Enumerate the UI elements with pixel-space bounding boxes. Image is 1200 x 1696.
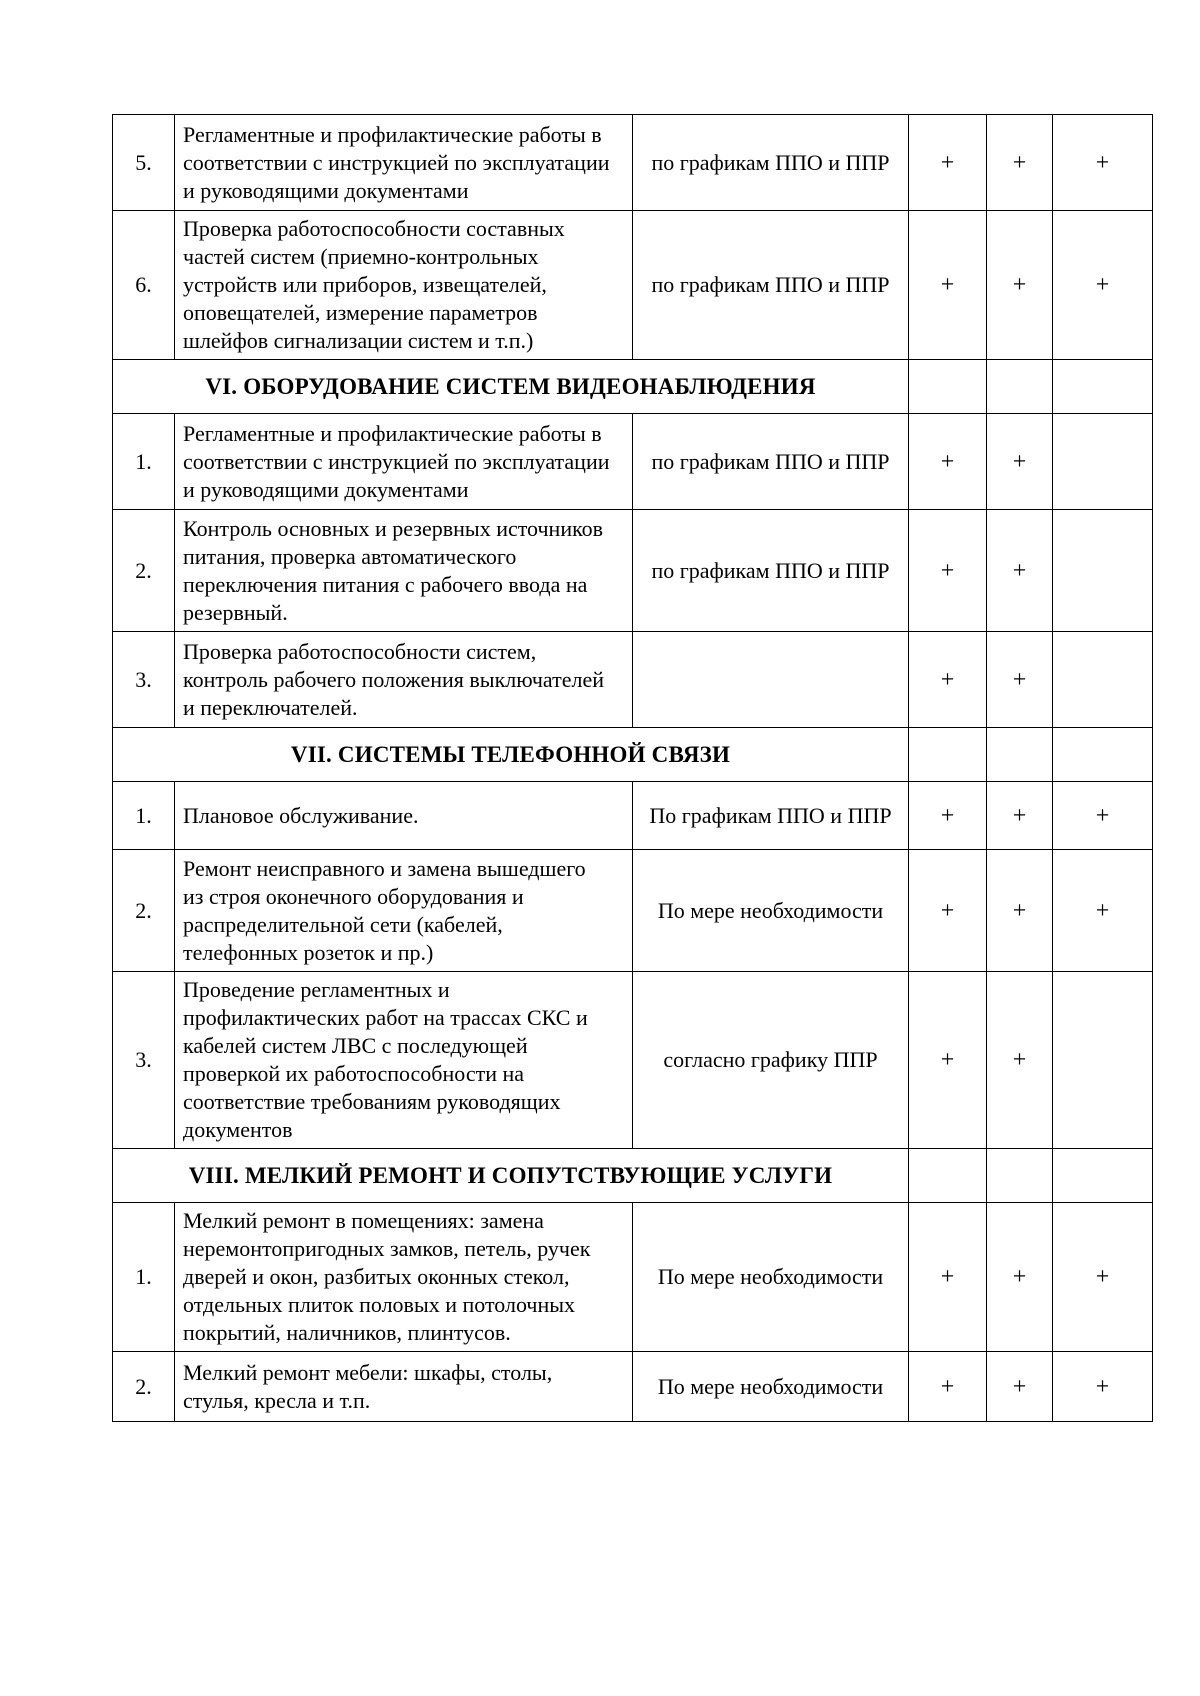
- mark-cell-2: +: [987, 510, 1053, 632]
- description-line: устройств или приборов, извещателей,: [183, 272, 547, 297]
- table-row: [113, 510, 1153, 632]
- description-line: соответствие требованиям руководящих: [183, 1089, 561, 1114]
- table-row: [113, 1203, 1153, 1352]
- mark-cell-2: +: [987, 972, 1053, 1149]
- description-line: проверкой их работоспособности на: [183, 1061, 525, 1086]
- table-row: [113, 972, 1153, 1149]
- maintenance-schedule-table: [112, 114, 1153, 1422]
- row-number: 3.: [113, 632, 175, 728]
- description-line: документов: [183, 1117, 293, 1142]
- periodicity: По мере необходимости: [633, 850, 909, 972]
- description-line: из строя оконечного оборудования и: [183, 883, 524, 909]
- section-mark-cell: [987, 360, 1053, 414]
- mark-cell-3: +: [1053, 115, 1153, 211]
- row-number: 2.: [113, 850, 175, 972]
- table-row: [113, 414, 1153, 510]
- section-mark-cell: [909, 360, 987, 414]
- work-description: [175, 1203, 633, 1352]
- section-mark-cell: [1053, 728, 1153, 782]
- section-header-row: [113, 360, 1153, 414]
- row-number: 1.: [113, 1203, 175, 1352]
- mark-cell-3: [1053, 414, 1153, 510]
- periodicity: по графикам ППО и ППР: [633, 510, 909, 632]
- description-line: стулья, кресла и т.п.: [183, 1387, 371, 1413]
- description-line: Проведение регламентных и: [183, 977, 450, 1002]
- section-mark-cell: [987, 1149, 1053, 1203]
- description-line: отдельных плиток половых и потолочных: [183, 1292, 576, 1317]
- table-row: [113, 1352, 1153, 1422]
- table-row: [113, 782, 1153, 850]
- work-description: [175, 782, 633, 850]
- periodicity: по графикам ППО и ППР: [633, 211, 909, 360]
- description-line: шлейфов сигнализации систем и т.п.): [183, 328, 534, 353]
- row-number: 1.: [113, 414, 175, 510]
- description-line: Плановое обслуживание.: [183, 802, 419, 828]
- section-title: VIII. МЕЛКИЙ РЕМОНТ И СОПУТСТВУЮЩИЕ УСЛУГИ: [113, 1149, 909, 1203]
- description-line: покрытий, наличников, плинтусов.: [183, 1320, 511, 1345]
- description-line: оповещателей, измерение параметров: [183, 300, 538, 325]
- description-line: Регламентные и профилактические работы в: [183, 420, 602, 446]
- row-number: 6.: [113, 211, 175, 360]
- row-number: 2.: [113, 510, 175, 632]
- section-header-row: [113, 1149, 1153, 1203]
- description-line: распределительной сети (кабелей,: [183, 911, 503, 937]
- description-line: Регламентные и профилактические работы в: [183, 121, 602, 147]
- mark-cell-2: +: [987, 414, 1053, 510]
- description-line: частей систем (приемно-контрольных: [183, 244, 539, 269]
- description-line: Ремонт неисправного и замена вышедшего: [183, 855, 586, 881]
- description-line: неремонтопригодных замков, петель, ручек: [183, 1236, 591, 1261]
- mark-cell-1: +: [909, 972, 987, 1149]
- row-number: 5.: [113, 115, 175, 211]
- work-description: [175, 510, 633, 632]
- section-mark-cell: [909, 1149, 987, 1203]
- description-line: питания, проверка автоматического: [183, 543, 517, 569]
- description-line: и руководящими документами: [183, 177, 469, 203]
- description-line: и руководящими документами: [183, 476, 469, 502]
- description-line: дверей и окон, разбитых оконных стекол,: [183, 1264, 570, 1289]
- mark-cell-1: +: [909, 1203, 987, 1352]
- description-line: и переключателей.: [183, 694, 358, 720]
- mark-cell-1: +: [909, 211, 987, 360]
- mark-cell-3: [1053, 632, 1153, 728]
- mark-cell-1: +: [909, 1352, 987, 1422]
- work-description: [175, 211, 633, 360]
- table-row: [113, 115, 1153, 211]
- mark-cell-3: [1053, 510, 1153, 632]
- periodicity: По графикам ППО и ППР: [633, 782, 909, 850]
- mark-cell-2: +: [987, 211, 1053, 360]
- periodicity: по графикам ППО и ППР: [633, 414, 909, 510]
- description-line: кабелей систем ЛВС с последующей: [183, 1033, 528, 1058]
- section-mark-cell: [1053, 1149, 1153, 1203]
- mark-cell-3: +: [1053, 211, 1153, 360]
- description-line: Проверка работоспособности составных: [183, 216, 565, 241]
- mark-cell-1: +: [909, 850, 987, 972]
- section-mark-cell: [909, 728, 987, 782]
- section-title: VII. СИСТЕМЫ ТЕЛЕФОННОЙ СВЯЗИ: [113, 728, 909, 782]
- mark-cell-2: +: [987, 850, 1053, 972]
- mark-cell-1: +: [909, 782, 987, 850]
- periodicity: по графикам ППО и ППР: [633, 115, 909, 211]
- work-description: [175, 115, 633, 211]
- mark-cell-1: +: [909, 414, 987, 510]
- description-line: профилактических работ на трассах СКС и: [183, 1005, 588, 1030]
- description-line: Проверка работоспособности систем,: [183, 638, 537, 664]
- description-line: Контроль основных и резервных источников: [183, 515, 604, 541]
- mark-cell-3: +: [1053, 1352, 1153, 1422]
- mark-cell-2: +: [987, 115, 1053, 211]
- work-description: [175, 414, 633, 510]
- description-line: резервный.: [183, 599, 288, 625]
- periodicity: [633, 632, 909, 728]
- section-header-row: [113, 728, 1153, 782]
- table-row: [113, 632, 1153, 728]
- periodicity: согласно графику ППР: [633, 972, 909, 1149]
- description-line: Мелкий ремонт мебели: шкафы, столы,: [183, 1359, 553, 1385]
- mark-cell-2: +: [987, 1203, 1053, 1352]
- mark-cell-2: +: [987, 1352, 1053, 1422]
- description-line: соответствии с инструкцией по эксплуатации: [183, 448, 610, 474]
- mark-cell-3: +: [1053, 850, 1153, 972]
- row-number: 2.: [113, 1352, 175, 1422]
- table-body: [113, 115, 1153, 1422]
- mark-cell-1: +: [909, 115, 987, 211]
- description-line: телефонных розеток и пр.): [183, 939, 434, 965]
- description-line: переключения питания с рабочего ввода на: [183, 571, 588, 597]
- table-row: [113, 211, 1153, 360]
- work-description: [175, 850, 633, 972]
- section-mark-cell: [1053, 360, 1153, 414]
- mark-cell-1: +: [909, 632, 987, 728]
- work-description: [175, 632, 633, 728]
- mark-cell-2: +: [987, 632, 1053, 728]
- mark-cell-1: +: [909, 510, 987, 632]
- row-number: 3.: [113, 972, 175, 1149]
- table-row: [113, 850, 1153, 972]
- mark-cell-3: +: [1053, 782, 1153, 850]
- work-description: [175, 1352, 633, 1422]
- section-mark-cell: [987, 728, 1053, 782]
- mark-cell-3: [1053, 972, 1153, 1149]
- row-number: 1.: [113, 782, 175, 850]
- description-line: соответствии с инструкцией по эксплуатации: [183, 149, 610, 175]
- mark-cell-3: +: [1053, 1203, 1153, 1352]
- work-description: [175, 972, 633, 1149]
- mark-cell-2: +: [987, 782, 1053, 850]
- description-line: Мелкий ремонт в помещениях: замена: [183, 1208, 544, 1233]
- periodicity: По мере необходимости: [633, 1352, 909, 1422]
- section-title: VI. ОБОРУДОВАНИЕ СИСТЕМ ВИДЕОНАБЛЮДЕНИЯ: [113, 360, 909, 414]
- description-line: контроль рабочего положения выключателей: [183, 666, 604, 692]
- periodicity: По мере необходимости: [633, 1203, 909, 1352]
